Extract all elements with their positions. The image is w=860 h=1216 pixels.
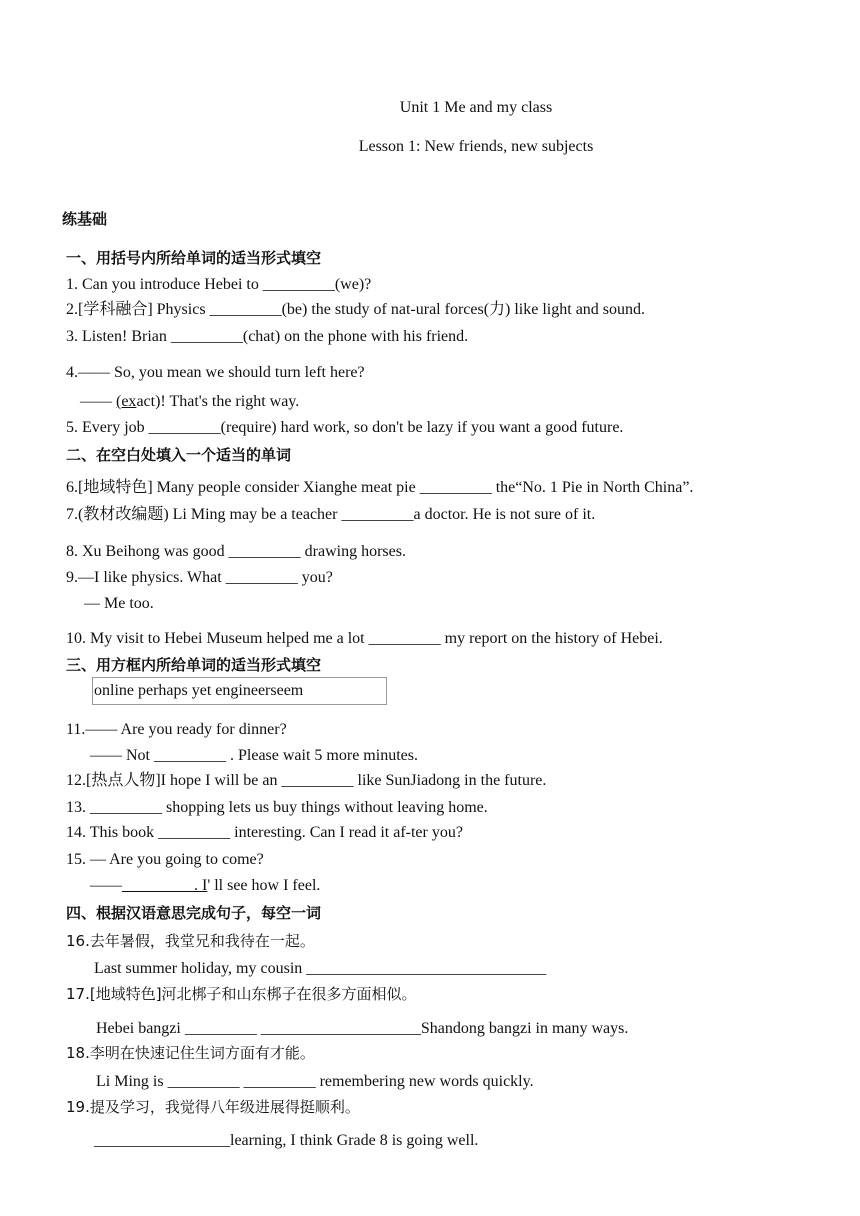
section-4-heading: 四、根据汉语意思完成句子，每空一词 — [66, 904, 322, 922]
question-6: 6.[地域特色] Many people consider Xianghe meat pie _________ the“No. 1 Pie in North China”. — [66, 479, 694, 496]
question-10: 10. My visit to Hebei Museum helped me a lot _________ my report on the history of Hebei. — [66, 630, 663, 647]
question-3: 3. Listen! Brian _________(chat) on the phone with his friend. — [66, 328, 469, 345]
question-11: 11.—— Are you ready for dinner? — [66, 721, 287, 738]
question-17: 17.[地域特色]河北梆子和山东梆子在很多方面相似。 — [66, 985, 417, 1003]
question-14: 14. This book _________ interesting. Can I read it af-ter you? — [66, 824, 463, 841]
question-1: 1. Can you introduce Hebei to _________(we)? — [66, 276, 372, 293]
question-8: 8. Xu Beihong was good _________ drawing horses. — [66, 543, 406, 560]
question-9-answer: — Me too. — [84, 595, 154, 612]
lesson-title: Lesson 1: New friends, new subjects — [358, 138, 594, 155]
question-2: 2.[学科融合] Physics _________(be) the study of nat-ural forces(力) like light and sound. — [66, 301, 646, 318]
question-11-answer: —— Not _________ . Please wait 5 more minutes. — [90, 747, 418, 764]
section-3-heading: 三、用方框内所给单词的适当形式填空 — [66, 656, 322, 674]
question-18: 18.李明在快速记住生词方面有才能。 — [66, 1044, 315, 1062]
section-2-heading: 二、在空白处填入一个适当的单词 — [66, 446, 292, 464]
question-13: 13. _________ shopping lets us buy things without leaving home. — [66, 799, 488, 816]
question-4: 4.—— So, you mean we should turn left here? — [66, 364, 365, 381]
question-12: 12.[热点人物]I hope I will be an _________ like SunJiadong in the future. — [66, 772, 547, 789]
question-5: 5. Every job _________(require) hard work, so don't be lazy if you want a good future. — [66, 419, 624, 436]
section-main-heading: 练基础 — [62, 210, 108, 228]
section-1-heading: 一、用括号内所给单词的适当形式填空 — [66, 249, 322, 267]
question-4-answer: —— (exact)! That's the right way. — [80, 393, 300, 410]
question-15: 15. — Are you going to come? — [66, 851, 264, 868]
question-19: 19.提及学习，我觉得八年级进展得挺顺利。 — [66, 1098, 360, 1116]
question-19-answer: _________________learning, I think Grade 8 is going well. — [94, 1132, 479, 1149]
question-15-answer: ——_________. I' ll see how I feel. — [90, 877, 321, 894]
question-18-answer: Li Ming is _________ _________ remembering new words quickly. — [96, 1073, 534, 1090]
question-7: 7.(教材改编题) Li Ming may be a teacher _________a doctor. He is not sure of it. — [66, 506, 596, 523]
unit-title: Unit 1 Me and my class — [399, 99, 553, 116]
question-9: 9.—I like physics. What _________ you? — [66, 569, 333, 586]
question-16-answer: Last summer holiday, my cousin ______________________________ — [94, 960, 547, 977]
question-16: 16.去年暑假，我堂兄和我待在一起。 — [66, 932, 315, 950]
question-17-answer: Hebei bangzi _________ ____________________Shandong bangzi in many ways. — [96, 1020, 629, 1037]
word-box: online perhaps yet engineerseem — [92, 677, 387, 705]
